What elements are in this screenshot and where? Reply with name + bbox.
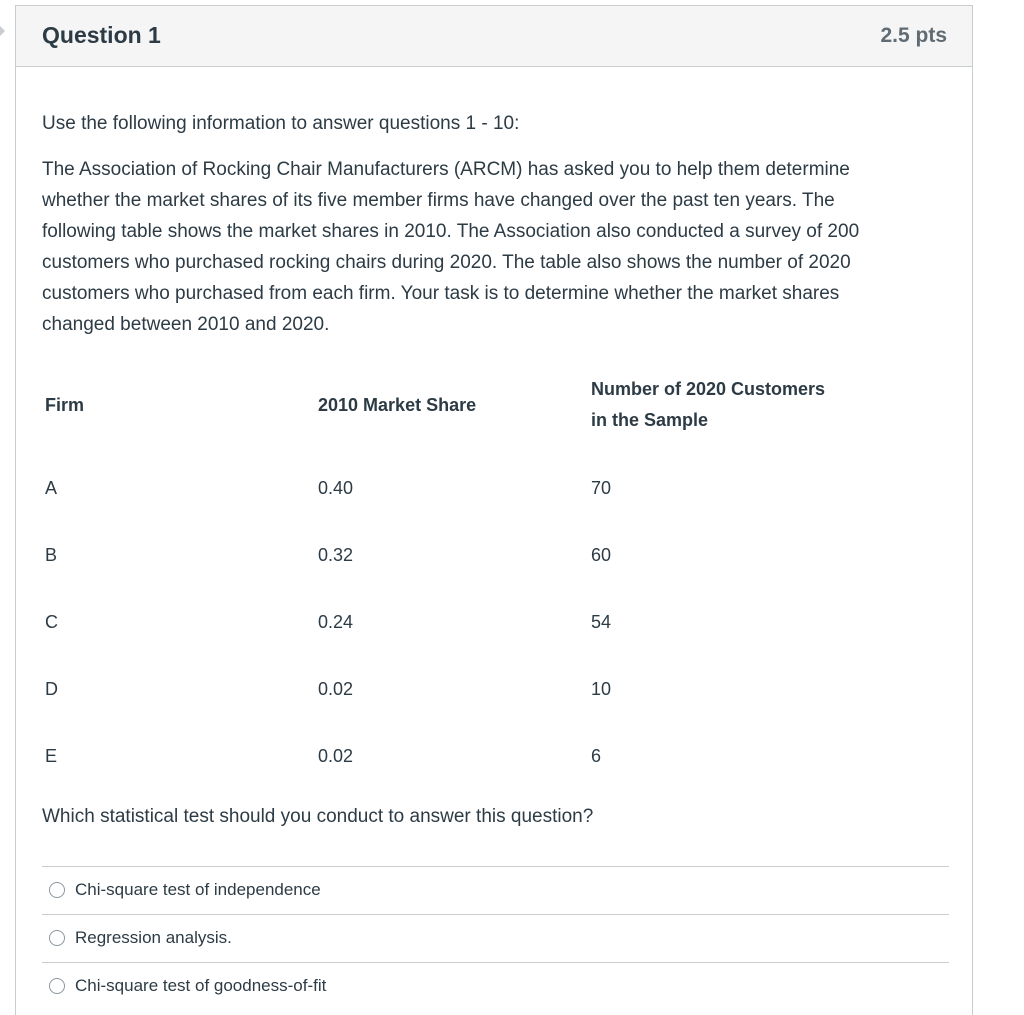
question-title: Question 1 <box>42 22 161 48</box>
question-points: 2.5 pts <box>880 24 947 47</box>
paragraph-line: changed between 2010 and 2020. <box>42 314 330 335</box>
cell-share: 0.02 <box>318 746 354 766</box>
cell-customers: 70 <box>591 478 612 498</box>
header-customers-line2: in the Sample <box>591 410 709 430</box>
header-firm: Firm <box>45 395 85 415</box>
cell-firm: B <box>45 545 58 565</box>
paragraph-line: customers who purchased from each firm. Your task is to determine whether the market shares <box>42 283 840 304</box>
question-pointer-icon <box>0 26 5 36</box>
header-customers-line1: Number of 2020 Customers <box>591 379 826 399</box>
cell-customers: 60 <box>591 545 612 565</box>
paragraph-line: following table shows the market shares in 2010. The Association also conducted a survey of 200 <box>42 221 860 242</box>
radio-button[interactable] <box>49 978 65 994</box>
question-paragraph <box>42 154 932 340</box>
answer-list <box>42 866 949 1010</box>
radio-button[interactable] <box>49 882 65 898</box>
cell-firm: E <box>45 746 58 766</box>
answer-option-independence[interactable] <box>42 866 949 914</box>
cell-firm: A <box>45 478 58 498</box>
answer-label[interactable]: Chi-square test of goodness-of-fit <box>75 976 327 995</box>
question-intro: Use the following information to answer questions 1 - 10: <box>42 113 520 134</box>
paragraph-line: whether the market shares of its five member firms have changed over the past ten years. The <box>42 190 835 211</box>
cell-share: 0.32 <box>318 545 354 565</box>
cell-firm: D <box>45 679 58 699</box>
cell-customers: 6 <box>591 746 602 766</box>
paragraph-line: customers who purchased rocking chairs during 2020. The table also shows the number of 2020 <box>42 252 851 273</box>
answer-option-goodness-of-fit[interactable] <box>42 962 949 1010</box>
radio-button[interactable] <box>49 930 65 946</box>
cell-share: 0.24 <box>318 612 354 632</box>
cell-firm: C <box>45 612 58 632</box>
question-header <box>16 6 972 67</box>
question-prompt: Which statistical test should you conduct to answer this question? <box>42 806 594 827</box>
answer-option-regression[interactable] <box>42 914 949 962</box>
cell-customers: 10 <box>591 679 612 699</box>
answer-label[interactable]: Chi-square test of independence <box>75 880 321 899</box>
answer-label[interactable]: Regression analysis. <box>75 928 232 947</box>
cell-share: 0.02 <box>318 679 354 699</box>
question-card <box>15 5 973 1015</box>
cell-customers: 54 <box>591 612 612 632</box>
header-market-share: 2010 Market Share <box>318 395 477 415</box>
cell-share: 0.40 <box>318 478 354 498</box>
paragraph-line: The Association of Rocking Chair Manufacturers (ARCM) has asked you to help them determine <box>42 159 850 180</box>
